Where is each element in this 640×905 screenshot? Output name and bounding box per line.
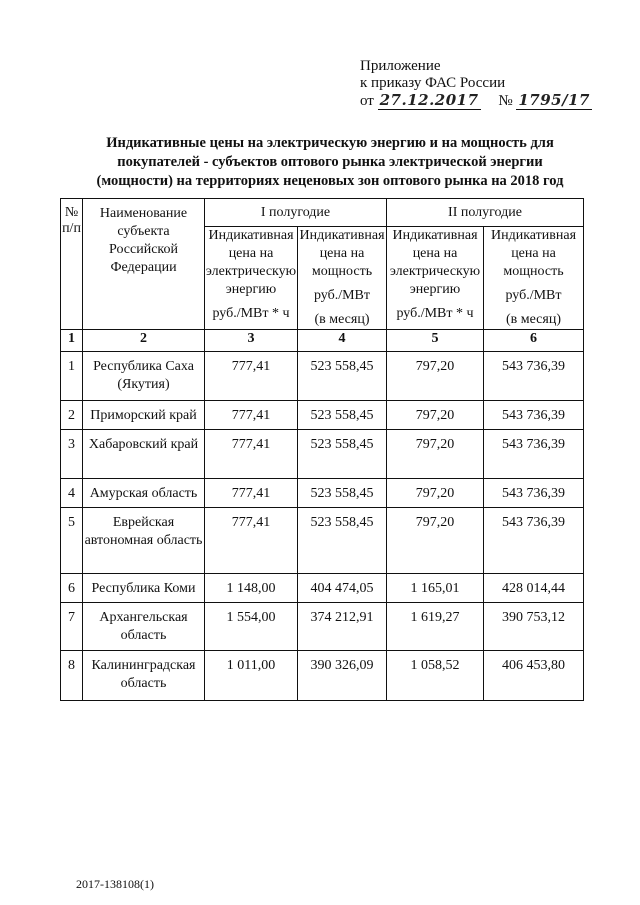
row-num: 2 <box>61 401 83 430</box>
table-row <box>61 401 584 430</box>
row-energy-2: 1 058,52 <box>387 651 484 701</box>
row-power-2: 543 736,39 <box>484 430 584 479</box>
energy-unit-2: руб./МВт * ч <box>396 306 474 321</box>
column-number-row <box>61 330 584 352</box>
col-number: 4 <box>298 330 387 352</box>
power-period-1: (в месяц) <box>314 312 370 327</box>
row-energy-2: 1 619,27 <box>387 603 484 651</box>
row-num: 4 <box>61 479 83 508</box>
row-name: Хабаровский край <box>83 430 205 479</box>
row-power-1: 523 558,45 <box>298 352 387 401</box>
header-row-1 <box>61 199 584 227</box>
appendix-line1: Приложение <box>360 58 441 74</box>
row-name: Калининградская область <box>83 651 205 701</box>
row-num: 5 <box>61 508 83 574</box>
row-num: 1 <box>61 352 83 401</box>
document-code: 2017-138108(1) <box>76 877 154 891</box>
col-number: 3 <box>205 330 298 352</box>
appendix-block <box>360 58 592 110</box>
header-num-text: № п/п <box>62 205 81 236</box>
appendix-line2: к приказу ФАС России <box>360 75 506 91</box>
header-half1-text: I полугодие <box>260 204 331 220</box>
row-power-2: 543 736,39 <box>484 352 584 401</box>
energy-label-2: Индикативная цена на электрическую энергию <box>389 228 481 297</box>
power-unit-1: руб./МВт <box>313 288 371 303</box>
power-period-2: (в месяц) <box>505 312 561 327</box>
energy-label-1: Индикативная цена на электрическую энергию <box>205 228 297 297</box>
row-power-2: 428 014,44 <box>484 574 584 603</box>
row-power-2: 543 736,39 <box>484 508 584 574</box>
date-prefix: от <box>360 93 374 109</box>
row-energy-2: 797,20 <box>387 479 484 508</box>
row-energy-2: 797,20 <box>387 508 484 574</box>
row-name: Архангельская область <box>83 603 205 651</box>
col-number: 6 <box>484 330 584 352</box>
row-name: Республика Саха (Якутия) <box>83 352 205 401</box>
table-row <box>61 352 584 401</box>
row-energy-2: 797,20 <box>387 401 484 430</box>
order-number: 1795/17 <box>518 91 590 109</box>
row-num: 6 <box>61 574 83 603</box>
row-power-1: 523 558,45 <box>298 430 387 479</box>
title-line2: покупателей - субъектов оптового рынка электрической энергии <box>117 154 543 170</box>
title-line3: (мощности) на территориях неценовых зон оптового рынка на 2018 год <box>96 173 564 189</box>
row-energy-1: 777,41 <box>205 352 298 401</box>
document-title <box>70 134 590 191</box>
table-row <box>61 508 584 574</box>
header-half2-text: II полугодие <box>448 204 522 220</box>
row-energy-1: 1 011,00 <box>205 651 298 701</box>
row-power-1: 390 326,09 <box>298 651 387 701</box>
header-power-1 <box>298 227 387 330</box>
col-number: 5 <box>387 330 484 352</box>
title-line1: Индикативные цены на электрическую энергию и на мощность для <box>106 135 554 151</box>
header-energy-1 <box>205 227 298 330</box>
row-energy-1: 1 554,00 <box>205 603 298 651</box>
row-power-2: 543 736,39 <box>484 401 584 430</box>
table-row <box>61 430 584 479</box>
order-date: 27.12.2017 <box>379 91 479 109</box>
table-row <box>61 479 584 508</box>
row-energy-2: 797,20 <box>387 430 484 479</box>
row-name: Амурская область <box>83 479 205 508</box>
table-row <box>61 651 584 701</box>
header-half1 <box>205 199 387 227</box>
row-name: Приморский край <box>83 401 205 430</box>
row-power-2: 390 753,12 <box>484 603 584 651</box>
row-power-1: 404 474,05 <box>298 574 387 603</box>
appendix-date-line <box>360 92 592 110</box>
number-prefix: № <box>498 93 513 109</box>
row-energy-1: 777,41 <box>205 401 298 430</box>
col-number: 2 <box>83 330 205 352</box>
table-row <box>61 603 584 651</box>
row-num: 3 <box>61 430 83 479</box>
header-power-2 <box>484 227 584 330</box>
row-energy-1: 1 148,00 <box>205 574 298 603</box>
row-energy-1: 777,41 <box>205 508 298 574</box>
price-table <box>60 198 584 701</box>
table-row <box>61 574 584 603</box>
header-name-text: Наименование субъекта Российской Федерации <box>99 206 188 275</box>
row-power-1: 523 558,45 <box>298 508 387 574</box>
power-label-1: Индикативная цена на мощность <box>299 228 385 279</box>
row-num: 7 <box>61 603 83 651</box>
row-energy-1: 777,41 <box>205 430 298 479</box>
row-power-1: 374 212,91 <box>298 603 387 651</box>
power-label-2: Индикативная цена на мощность <box>490 228 577 279</box>
header-energy-2 <box>387 227 484 330</box>
row-name: Еврейская автономная область <box>83 508 205 574</box>
row-power-2: 406 453,80 <box>484 651 584 701</box>
col-number: 1 <box>61 330 83 352</box>
row-power-2: 543 736,39 <box>484 479 584 508</box>
row-power-1: 523 558,45 <box>298 401 387 430</box>
energy-unit-1: руб./МВт * ч <box>212 306 290 321</box>
header-num <box>61 199 83 330</box>
row-energy-2: 797,20 <box>387 352 484 401</box>
row-energy-2: 1 165,01 <box>387 574 484 603</box>
header-name <box>83 199 205 330</box>
power-unit-2: руб./МВт <box>505 288 562 303</box>
row-power-1: 523 558,45 <box>298 479 387 508</box>
row-energy-1: 777,41 <box>205 479 298 508</box>
row-name: Республика Коми <box>83 574 205 603</box>
row-num: 8 <box>61 651 83 701</box>
header-half2 <box>387 199 584 227</box>
